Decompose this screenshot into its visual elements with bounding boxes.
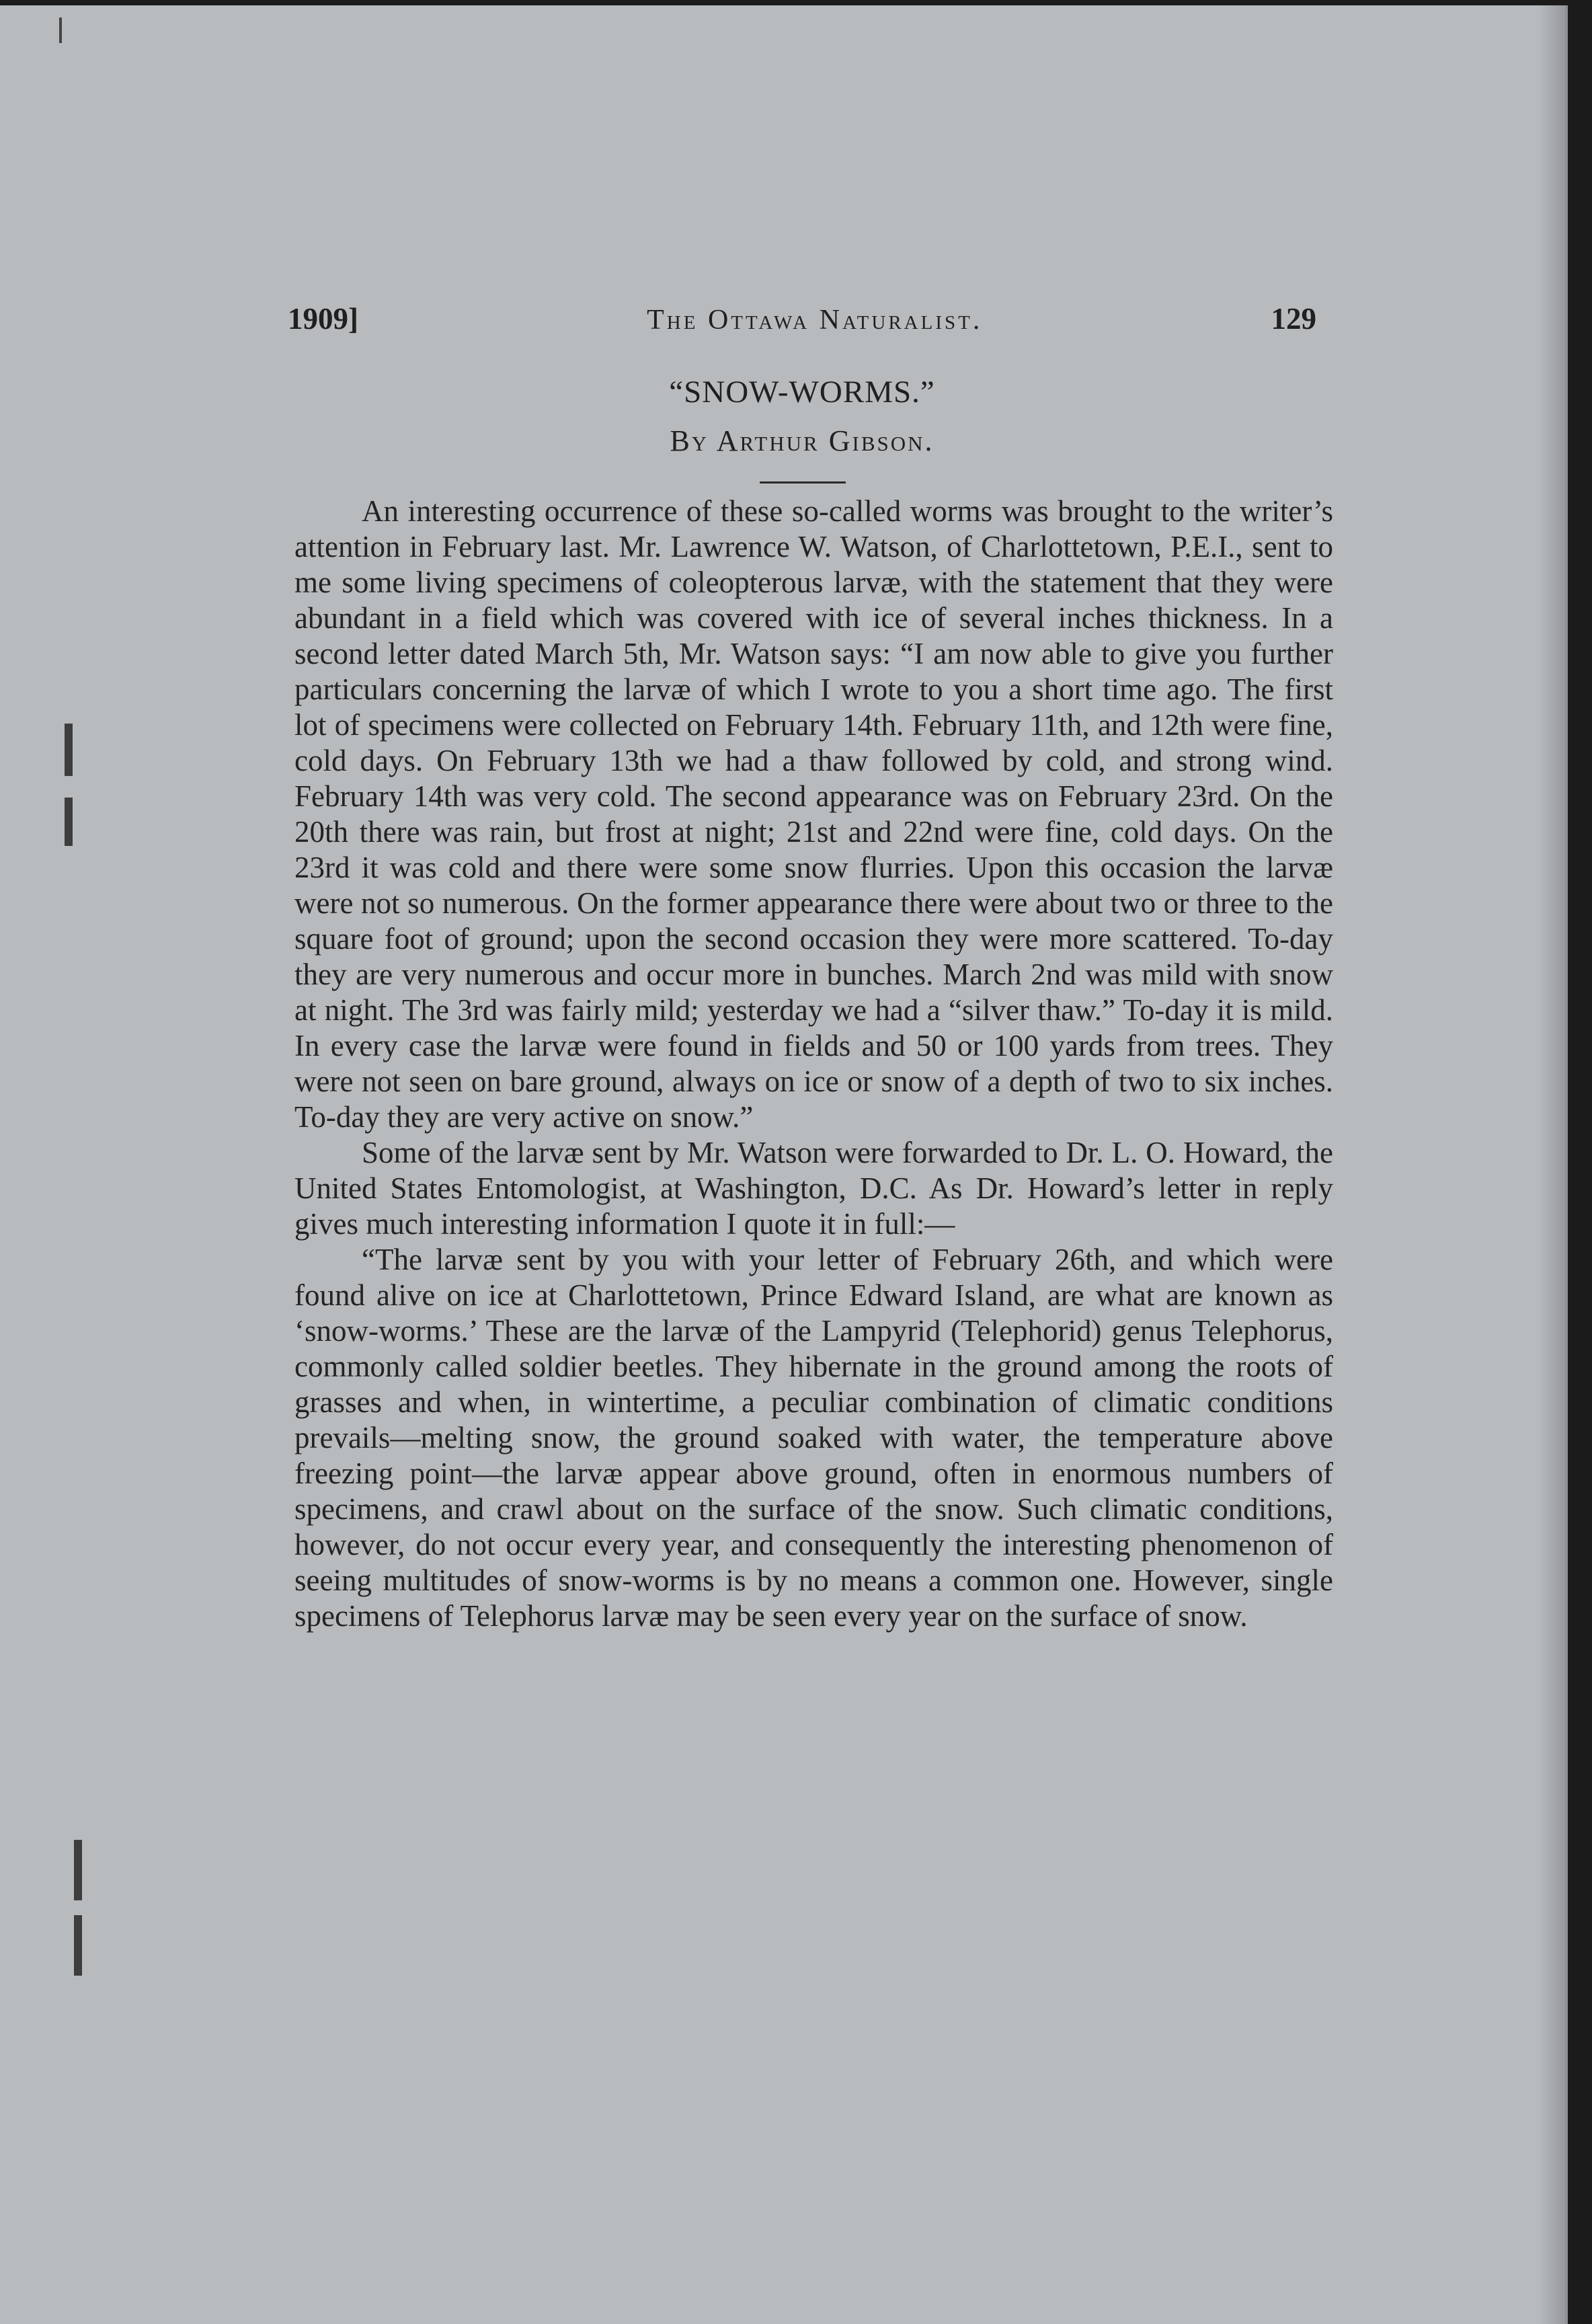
margin-mark — [74, 1915, 82, 1976]
header-year: 1909] — [288, 302, 358, 336]
margin-mark — [65, 798, 73, 846]
page-number: 129 — [1271, 302, 1316, 336]
margin-mark — [65, 724, 73, 776]
paragraph: An interesting occurrence of these so-called worms was brought to the writer’s attention in February last. Mr. Lawrence W. Watson, of Charlottetown, P.E.I., sent to me some living specimens of coleopterous larvæ, with the statement that they were abundant in a field which was covered with ice of several inches thickness. In a second letter dated March 5th, Mr. Watson says: “I am now able to give you further particulars concerning the larvæ of which I wrote to you a short time ago. The first lot of specimens were collected on February 14th. February 11th, and 12th were fine, cold days. On February 13th we had a thaw followed by cold, and strong wind. February 14th was very cold. The second appearance was on February 23rd. On the 20th there was rain, but frost at night; 21st and 22nd were fine, cold days. On the 23rd it was cold and there were some snow flurries. Upon this occasion the larvæ were not so numerous. On the former appearance there were about two or three to the square foot of ground; upon the second occasion they were more scattered. To-day they are very numerous and occur more in bunches. March 2nd was mild with snow at night. The 3rd was fairly mild; yesterday we had a “silver thaw.” To-day it is mild. In every case the larvæ were found in fields and 50 or 100 yards from trees. They were not seen on bare ground, always on ice or snow of a depth of two to six inches. To-day they are very active on snow.” — [294, 494, 1333, 1134]
article-title: “SNOW-WORMS.” — [669, 375, 935, 410]
title-rule — [760, 481, 846, 483]
scan-edge-mark — [59, 17, 62, 43]
scanned-page — [0, 5, 1568, 2324]
article-byline: By Arthur Gibson. — [670, 424, 934, 457]
running-header — [288, 301, 1316, 336]
margin-mark — [74, 1840, 82, 1900]
paragraph: “The larvæ sent by you with your letter of February 26th, and which were found alive on ice at Charlottetown, Prince Edward Island, are what are known as ‘snow-worms.’ These are the larvæ of the Lampyrid (Telephorid) genus Telephorus, commonly called soldier beetles. They hibernate in the ground among the roots of grasses and when, in wintertime, a peculiar combination of climatic conditions prevails—melting snow, the ground soaked with water, the temperature above freezing point—the larvæ appear above ground, often in enormous numbers of specimens, and crawl about on the surface of the snow. Such climatic conditions, however, do not occur every year, and consequently the interesting phenomenon of seeing multitudes of snow-worms is by no means a common one. However, single specimens of Telephorus larvæ may be seen every year on the surface of snow. — [294, 1243, 1333, 1633]
article-body — [294, 494, 1333, 1634]
journal-title: The Ottawa Naturalist. — [647, 305, 983, 336]
paragraph: Some of the larvæ sent by Mr. Watson were forwarded to Dr. L. O. Howard, the United States Entomologist, at Washington, D.C. As Dr. Howard’s letter in reply gives much interesting information I quote it in full:— — [294, 1136, 1333, 1241]
